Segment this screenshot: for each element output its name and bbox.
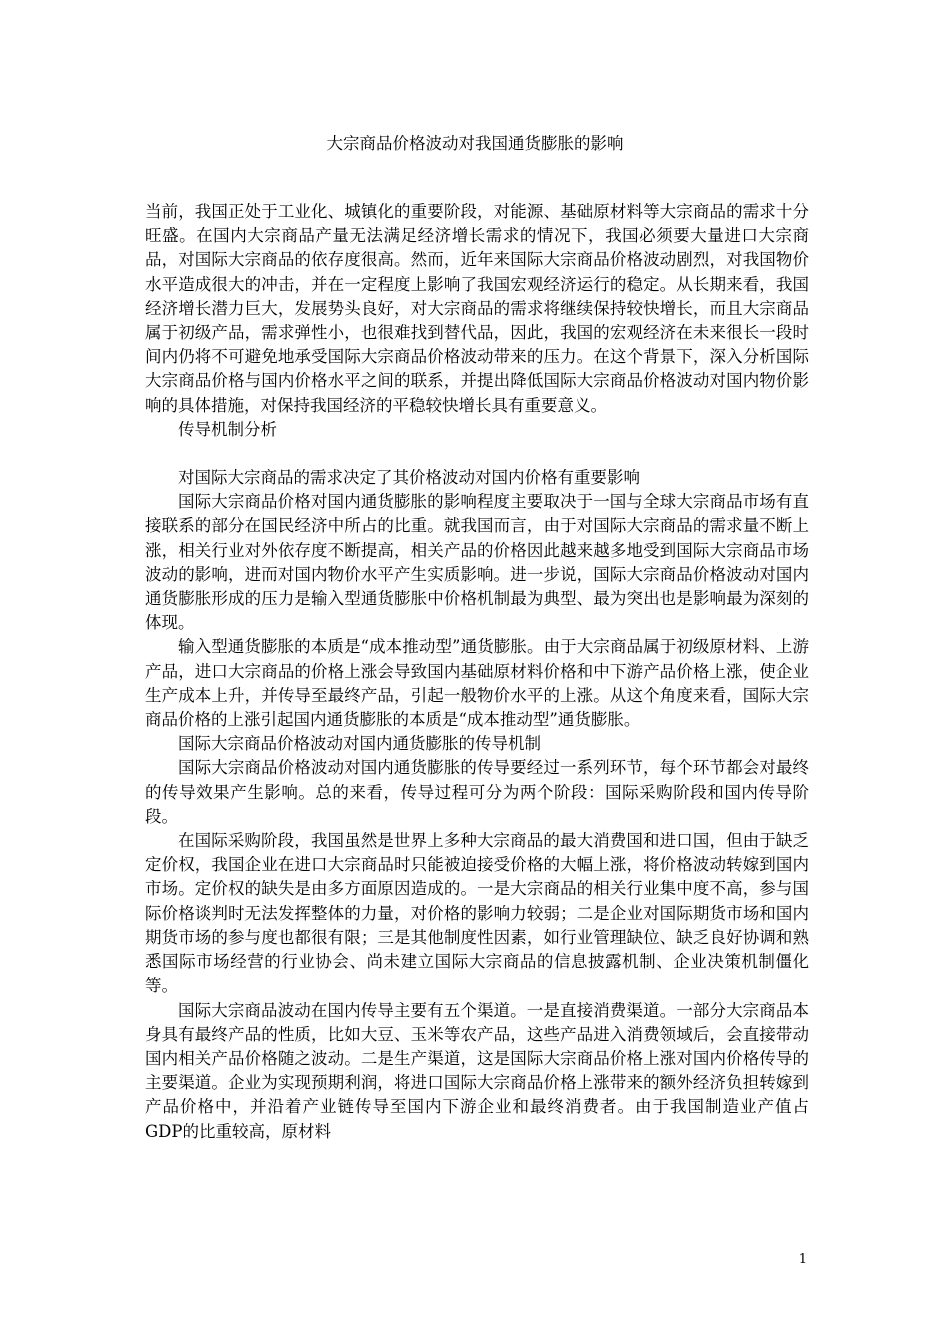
subheading-transmission-mechanism: 国际大宗商品价格波动对国内通货膨胀的传导机制 (178, 734, 541, 754)
document-title: 大宗商品价格波动对我国通货膨胀的影响 (326, 134, 624, 153)
paragraph-intro: 当前，我国正处于工业化、城镇化的重要阶段，对能源、基础原材料等大宗商品的需求十分旺盛。在国内大宗商品产量无法满足经济增长需求的情况下，我国必须要大量进口大宗商品，对国际大宗商品的依存度很高。然而，近年来国际大宗商品价格波动剧烈，对我国物价水平造成很大的冲击，并在一定程度上影响了我国宏观经济运行的稳定。从长期来看，我国经济增长潜力巨大，发展势头良好，对大宗商品的需求将继续保持较快增长，而且大宗商品属于初级产品，需求弹性小，也很难找到替代品，因此，我国的宏观经济在未来很长一段时间内仍将不可避免地承受国际大宗商品价格波动带来的压力。在这个背景下，深入分析国际大宗商品价格与国内价格水平之间的联系，并提出降低国际大宗商品价格波动对国内物价影响的具体措施，对保持我国经济的平稳较快增长具有重要意义。 (145, 202, 809, 415)
paragraph-international-procurement: 在国际采购阶段，我国虽然是世界上多种大宗商品的最大消费国和进口国，但由于缺乏定价权，我国企业在进口大宗商品时只能被迫接受价格的大幅上涨，将价格波动转嫁到国内市场。定价权的缺失是由多方面原因造成的。一是大宗商品的相关行业集中度不高，参与国际价格谈判时无法发挥整体的力量，对价格的影响力较弱；二是企业对国际期货市场和国内期货市场的参与度也都很有限；三是其他制度性因素，如行业管理缺位、缺乏良好协调和熟悉国际市场经营的行业协会、尚未建立国际大宗商品的信息披露机制、企业决策机制僵化等。 (145, 831, 809, 996)
section-heading-transmission-mechanism: 传导机制分析 (178, 419, 277, 439)
paragraph-cost-push-inflation: 输入型通货膨胀的本质是“成本推动型”通货膨胀。由于大宗商品属于初级原材料、上游产品，进口大宗商品的价格上涨会导致国内基础原材料价格和中下游产品价格上涨，使企业生产成本上升，并传导至最终产品，引起一般物价水平的上涨。从这个角度来看，国际大宗商品价格的上涨引起国内通货膨胀的本质是“成本推动型”通货膨胀。 (145, 637, 809, 730)
paragraph-impact-degree: 国际大宗商品价格对国内通货膨胀的影响程度主要取决于一国与全球大宗商品市场有直接联系的部分在国民经济中所占的比重。就我国而言，由于对国际大宗商品的需求量不断上涨，相关行业对外依存度不断提高，相关产品的价格因此越来越多地受到国际大宗商品市场波动的影响，进而对国内物价水平产生实质影响。进一步说，国际大宗商品价格波动对国内通货膨胀形成的压力是输入型通货膨胀中价格机制最为典型、最为突出也是影响最为深刻的体现。 (145, 492, 809, 633)
paragraph-domestic-channels: 国际大宗商品波动在国内传导主要有五个渠道。一是直接消费渠道。一部分大宗商品本身具有最终产品的性质，比如大豆、玉米等农产品，这些产品进入消费领域后，会直接带动国内相关产品价格随之波动。二是生产渠道，这是国际大宗商品价格上涨对国内价格传导的主要渠道。企业为实现预期利润，将进口国际大宗商品价格上涨带来的额外经济负担转嫁到产品价格中，并沿着产业链传导至国内下游企业和最终消费者。由于我国制造业产值占GDP的比重较高，原材料 (145, 1000, 809, 1141)
document-body (145, 200, 809, 1144)
paragraph-transmission-stages: 国际大宗商品价格波动对国内通货膨胀的传导要经过一系列环节，每个环节都会对最终的传导效果产生影响。总的来看，传导过程可分为两个阶段：国际采购阶段和国内传导阶段。 (145, 758, 809, 826)
subheading-demand-impact: 对国际大宗商品的需求决定了其价格波动对国内价格有重要影响 (178, 468, 640, 488)
page-number: 1 (798, 1252, 807, 1267)
